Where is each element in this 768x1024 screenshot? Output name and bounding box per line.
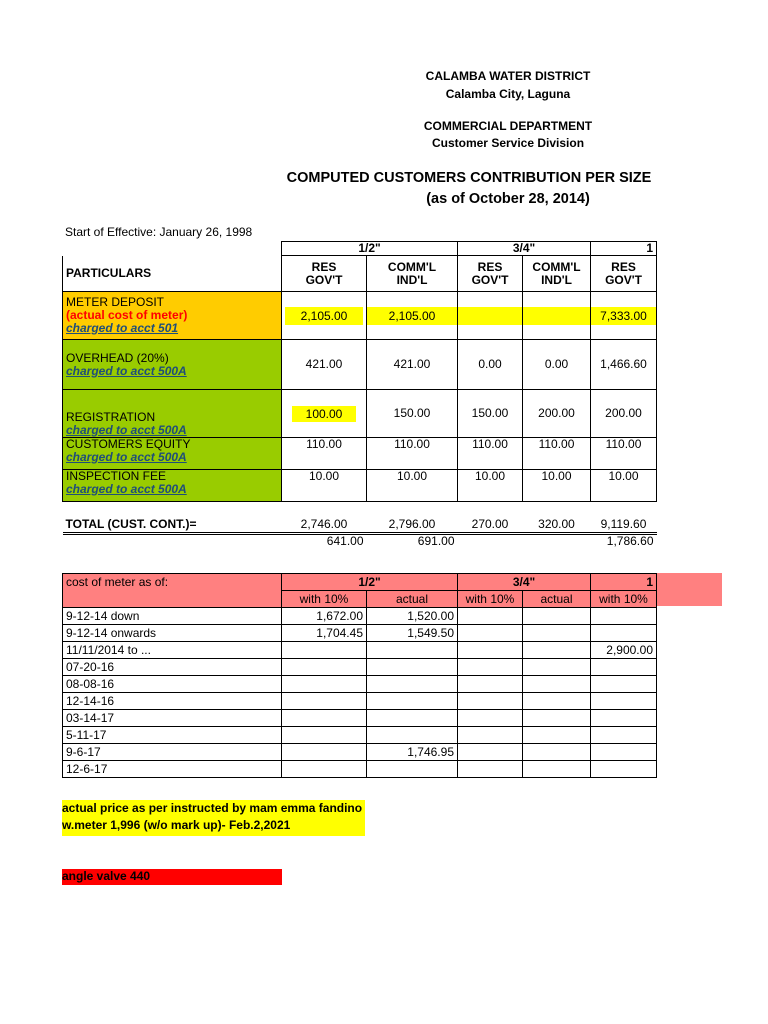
overhead-value: 0.00 xyxy=(458,340,523,390)
meter-row-value xyxy=(458,608,523,625)
meter-row xyxy=(63,693,657,710)
meter-row-value xyxy=(367,642,458,659)
meter-row-value xyxy=(523,710,591,727)
total-value: 9,119.60 xyxy=(600,516,647,531)
meter-row-value xyxy=(282,727,367,744)
meter-size-three-quarter: 3/4" xyxy=(458,574,591,591)
meter-row-value xyxy=(458,744,523,761)
overhead-label: OVERHEAD (20%) charged to acct 500A xyxy=(63,340,282,390)
subtotal-spacer xyxy=(63,534,282,549)
inspection-value: 10.00 xyxy=(367,470,458,502)
subtotal-value: 641.00 xyxy=(282,534,367,549)
meter-row xyxy=(63,625,657,642)
meter-deposit-value: 2,105.00 xyxy=(282,292,367,340)
org-city: Calamba City, Laguna xyxy=(445,87,571,101)
registration-label: REGISTRATION charged to acct 500A xyxy=(63,390,282,438)
meter-row xyxy=(63,727,657,744)
meter-row-value xyxy=(591,710,657,727)
equity-value: 110.00 xyxy=(282,438,367,470)
subtotal-value: 691.00 xyxy=(367,534,458,549)
size-three-quarter-header: 3/4" xyxy=(458,242,591,256)
meter-deposit-value: 7,333.00 xyxy=(591,292,657,340)
meter-row-value xyxy=(367,693,458,710)
size-half-header: 1/2" xyxy=(282,242,458,256)
meter-row-date: 9-12-14 onwards xyxy=(63,625,282,642)
registration-value: 200.00 xyxy=(591,390,657,438)
note-actual-price: actual price as per instructed by mam emma fandino w.meter 1,996 (w/o mark up)- Feb.2,2021 xyxy=(62,800,365,836)
meter-row-value xyxy=(523,625,591,642)
spacer xyxy=(63,502,657,517)
subtotal-spacer xyxy=(523,534,591,549)
meter-deposit-value: 2,105.00 xyxy=(367,292,458,340)
meter-row-value xyxy=(591,608,657,625)
total-value: 320.00 xyxy=(538,516,575,531)
overhead-value: 421.00 xyxy=(282,340,367,390)
meter-row-date: 9-6-17 xyxy=(63,744,282,761)
col-comm-indl: COMM'L IND'L xyxy=(523,256,591,292)
size-one-header: 1 xyxy=(591,242,657,256)
meter-row-value xyxy=(591,693,657,710)
equity-value: 110.00 xyxy=(367,438,458,470)
col-res-govt: RES GOV'T xyxy=(282,256,367,292)
meter-row-value xyxy=(367,727,458,744)
meter-cost-label: cost of meter as of: xyxy=(63,574,282,591)
meter-row-value xyxy=(591,744,657,761)
meter-row-value: 1,672.00 xyxy=(282,608,367,625)
col-res-govt: RES GOV'T xyxy=(458,256,523,292)
customers-equity-label: CUSTOMERS EQUITY charged to acct 500A xyxy=(63,438,282,470)
registration-value: 200.00 xyxy=(523,390,591,438)
col-with10: with 10% xyxy=(591,591,657,608)
registration-value: 150.00 xyxy=(367,390,458,438)
meter-row-value xyxy=(282,642,367,659)
meter-row xyxy=(63,761,657,778)
meter-row-value xyxy=(523,608,591,625)
meter-row-date: 03-14-17 xyxy=(63,710,282,727)
meter-row-date: 5-11-17 xyxy=(63,727,282,744)
meter-row-value xyxy=(458,642,523,659)
meter-row-value xyxy=(458,710,523,727)
registration-value: 150.00 xyxy=(458,390,523,438)
meter-row-value xyxy=(458,659,523,676)
meter-row-value: 1,549.50 xyxy=(367,625,458,642)
meter-row-value xyxy=(523,676,591,693)
meter-row-value xyxy=(591,625,657,642)
page-title: COMPUTED CUSTOMERS CONTRIBUTION PER SIZE xyxy=(286,170,652,186)
inspection-fee-label: INSPECTION FEE charged to acct 500A xyxy=(63,470,282,502)
page-subtitle: (as of October 28, 2014) xyxy=(426,191,590,207)
meter-row xyxy=(63,659,657,676)
meter-row xyxy=(63,676,657,693)
meter-row-value xyxy=(282,761,367,778)
meter-row-date: 07-20-16 xyxy=(63,659,282,676)
col-res-govt: RES GOV'T xyxy=(591,256,657,292)
col-actual: actual xyxy=(523,591,591,608)
meter-row-value xyxy=(523,693,591,710)
inspection-value: 10.00 xyxy=(591,470,657,502)
col-with10: with 10% xyxy=(458,591,523,608)
meter-row-date: 12-14-16 xyxy=(63,693,282,710)
meter-header-extension xyxy=(656,573,722,606)
meter-row-value xyxy=(458,676,523,693)
total-value: 2,796.00 xyxy=(388,516,436,531)
meter-row xyxy=(63,642,657,659)
meter-row-value xyxy=(591,761,657,778)
meter-row-value xyxy=(591,659,657,676)
meter-row xyxy=(63,608,657,625)
equity-value: 110.00 xyxy=(458,438,523,470)
meter-row-date: 11/11/2014 to ... xyxy=(63,642,282,659)
meter-row-value xyxy=(458,693,523,710)
particulars-header-top xyxy=(63,242,282,256)
meter-deposit-value xyxy=(458,292,523,340)
meter-row xyxy=(63,710,657,727)
division: Customer Service Division xyxy=(431,136,585,150)
col-comm-indl: COMM'L IND'L xyxy=(367,256,458,292)
inspection-value: 10.00 xyxy=(282,470,367,502)
overhead-value: 421.00 xyxy=(367,340,458,390)
meter-row-value xyxy=(458,727,523,744)
overhead-value: 0.00 xyxy=(523,340,591,390)
meter-row-value xyxy=(367,710,458,727)
contribution-table xyxy=(62,241,657,548)
meter-row-value xyxy=(591,727,657,744)
meter-row-value xyxy=(523,642,591,659)
meter-row-date: 12-6-17 xyxy=(63,761,282,778)
meter-row-date: 08-08-16 xyxy=(63,676,282,693)
meter-row-value xyxy=(282,744,367,761)
meter-row-value xyxy=(282,693,367,710)
meter-row-value: 1,520.00 xyxy=(367,608,458,625)
meter-row-value: 1,704.45 xyxy=(282,625,367,642)
particulars-header: PARTICULARS xyxy=(63,256,282,292)
meter-deposit-label: METER DEPOSIT (actual cost of meter) charged to acct 501 xyxy=(63,292,282,340)
meter-row-value xyxy=(282,676,367,693)
meter-row-value xyxy=(458,625,523,642)
equity-value: 110.00 xyxy=(523,438,591,470)
meter-cost-label-cont xyxy=(63,591,282,608)
meter-row xyxy=(63,744,657,761)
meter-row-value xyxy=(523,744,591,761)
effective-date: Start of Effective: January 26, 1998 xyxy=(65,225,253,239)
meter-size-one: 1 xyxy=(591,574,657,591)
meter-size-half: 1/2" xyxy=(282,574,458,591)
meter-cost-table xyxy=(62,573,657,778)
meter-row-value xyxy=(523,761,591,778)
meter-row-value: 1,746.95 xyxy=(367,744,458,761)
total-value: 270.00 xyxy=(471,516,509,531)
inspection-value: 10.00 xyxy=(458,470,523,502)
meter-row-value: 2,900.00 xyxy=(591,642,657,659)
col-actual: actual xyxy=(367,591,458,608)
meter-row-date: 9-12-14 down xyxy=(63,608,282,625)
meter-row-value xyxy=(367,761,458,778)
meter-row-value xyxy=(282,710,367,727)
col-with10: with 10% xyxy=(282,591,367,608)
equity-value: 110.00 xyxy=(591,438,657,470)
note-angle-valve: angle valve 440 xyxy=(62,869,282,885)
meter-row-value xyxy=(367,659,458,676)
meter-row-value xyxy=(367,676,458,693)
meter-deposit-value xyxy=(523,292,591,340)
inspection-value: 10.00 xyxy=(523,470,591,502)
department: COMMERCIAL DEPARTMENT xyxy=(423,119,593,133)
total-label: TOTAL (CUST. CONT.)= xyxy=(65,516,197,531)
overhead-value: 1,466.60 xyxy=(591,340,657,390)
meter-row-value xyxy=(591,676,657,693)
org-name: CALAMBA WATER DISTRICT xyxy=(425,69,591,83)
registration-value: 100.00 xyxy=(282,390,367,438)
meter-row-value xyxy=(458,761,523,778)
total-value: 2,746.00 xyxy=(300,516,348,531)
subtotal-value: 1,786.60 xyxy=(591,534,657,549)
meter-row-value xyxy=(523,659,591,676)
meter-row-value xyxy=(282,659,367,676)
meter-row-value xyxy=(523,727,591,744)
subtotal-spacer xyxy=(458,534,523,549)
